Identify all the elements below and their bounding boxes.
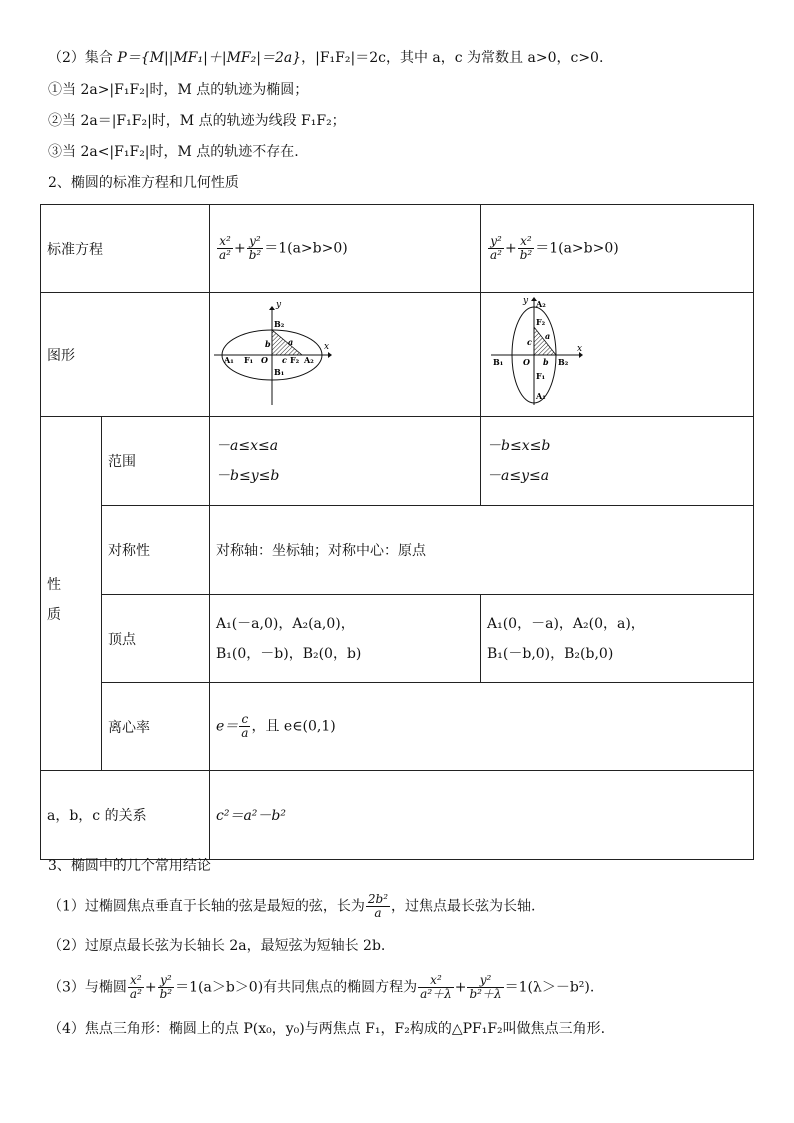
fig1-O-label: O	[261, 355, 268, 365]
fig2-O-label: O	[523, 357, 530, 367]
fig1-A1-label: A₁	[224, 355, 234, 365]
fig2-b-label: b	[543, 357, 549, 367]
horizontal-ellipse-figure	[210, 293, 481, 412]
conclusion-2: （2）过原点最长弦为长轴长 2a，最短弦为短轴长 2b.	[48, 938, 386, 954]
symmetry-text: 对称轴：坐标轴；对称中心：原点	[210, 506, 754, 595]
fig1-c-label: c	[282, 355, 287, 365]
case-segment: ②当 2a＝|F₁F₂|时，M 点的轨迹为线段 F₁F₂；	[48, 113, 346, 129]
abc-relation-text: c²＝a²－b²	[210, 771, 754, 860]
range-horizontal: －a≤x≤a －b≤y≤b	[210, 417, 481, 506]
conclusion-4: （4）焦点三角形：椭圆上的点 P(x₀，y₀)与两焦点 F₁，F₂构成的△PF₁F₂叫做焦点三角形.	[48, 1021, 606, 1037]
conclusion-3: （3）与椭圆 $\frac{\text{x²}}{\text{a²}}$ + $\frac{\text{y²}}{\text{b²}}$ ＝1(a＞b＞0)有共同焦点的椭圆方程为 $\frac{\text{x²}}{\text{a²＋λ}}$ + $\frac{\text{y²}}{\text{b²＋λ}}$ ＝1(λ＞－b²).	[48, 973, 595, 1001]
conclusion-1: （1）过椭圆焦点垂直于长轴的弦是最短的弦，长为 $\frac{\text{2b²}}{a}$ ，过焦点最长弦为长轴.	[48, 892, 536, 920]
fig2-B1-label: B₁	[493, 357, 504, 367]
fig1-y-label: y	[276, 300, 282, 310]
fig2-B2-label: B₂	[558, 357, 569, 367]
std-eq-horizontal: $\frac{\text{x²}}{\text{a²}}$ + $\frac{\text{y²}}{\text{b²}}$ ＝1(a>b>0)	[210, 205, 481, 293]
range-vertical: －b≤x≤b －a≤y≤a	[481, 417, 754, 506]
std-eq-label: 标准方程	[41, 205, 210, 293]
vertex-horizontal: A₁(－a,0)，A₂(a,0)， B₁(0，－b)，B₂(0，b)	[210, 595, 481, 683]
fig2-c-label: c	[527, 337, 532, 347]
fig2-A1-label: A₁	[536, 391, 546, 401]
eccentricity-text: e＝ $\frac{c}{a}$ ，且 e∈(0,1)	[210, 683, 754, 771]
fig2-A2-label: A₂	[536, 299, 546, 309]
fig1-a-label: a	[288, 337, 294, 347]
table-row	[41, 683, 754, 771]
fig1-F2-label: F₂	[290, 355, 300, 365]
fig2-F2-label: F₂	[536, 317, 546, 327]
figure-vertical-cell	[481, 293, 754, 417]
fig1-B1-label: B₁	[274, 367, 285, 377]
figure-horizontal-cell	[210, 293, 481, 417]
fig1-A2-label: A₂	[304, 355, 314, 365]
case-none: ③当 2a<|F₁F₂|时，M 点的轨迹不存在.	[48, 144, 299, 160]
set-definition-prefix: （2）集合	[48, 50, 113, 66]
vertex-vertical: A₁(0，－a)，A₂(0，a)， B₁(－b,0)，B₂(b,0)	[481, 595, 754, 683]
vertex-label: 顶点	[102, 595, 210, 683]
fig2-y-label: y	[523, 296, 529, 306]
fig1-B2-label: B₂	[274, 319, 285, 329]
ellipse-properties-table	[40, 204, 754, 860]
section-3-title: 3、椭圆中的几个常用结论	[48, 858, 211, 874]
table-row	[41, 506, 754, 595]
vertical-ellipse-figure	[481, 293, 754, 412]
set-definition-formula: P＝{M||MF₁|＋|MF₂|＝2a}	[117, 50, 302, 66]
table-row	[41, 205, 754, 293]
eccentricity-label: 离心率	[102, 683, 210, 771]
section-2-title: 2、椭圆的标准方程和几何性质	[48, 175, 239, 191]
fig1-x-label: x	[324, 342, 330, 352]
table-row	[41, 417, 754, 506]
table-row	[41, 293, 754, 417]
std-eq-vertical: $\frac{\text{y²}}{\text{a²}}$ + $\frac{\text{x²}}{\text{b²}}$ ＝1(a>b>0)	[481, 205, 754, 293]
case-ellipse: ①当 2a>|F₁F₂|时，M 点的轨迹为椭圆；	[48, 82, 309, 98]
set-definition-line	[48, 48, 603, 68]
fig1-F1-label: F₁	[244, 355, 254, 365]
fig2-a-label: a	[545, 331, 551, 341]
fig1-b-label: b	[265, 339, 271, 349]
fig2-x-label: x	[577, 344, 583, 354]
table-row	[41, 771, 754, 860]
figure-label: 图形	[41, 293, 210, 417]
fig2-F1-label: F₁	[536, 371, 546, 381]
range-label: 范围	[102, 417, 210, 506]
symmetry-label: 对称性	[102, 506, 210, 595]
set-definition-condition: ，|F₁F₂|＝2c	[301, 50, 386, 66]
set-definition-suffix: ，其中 a，c 为常数且 a>0，c>0.	[385, 50, 604, 66]
properties-label: 性 质	[41, 417, 102, 771]
table-row	[41, 595, 754, 683]
abc-relation-label: a，b，c 的关系	[41, 771, 210, 860]
